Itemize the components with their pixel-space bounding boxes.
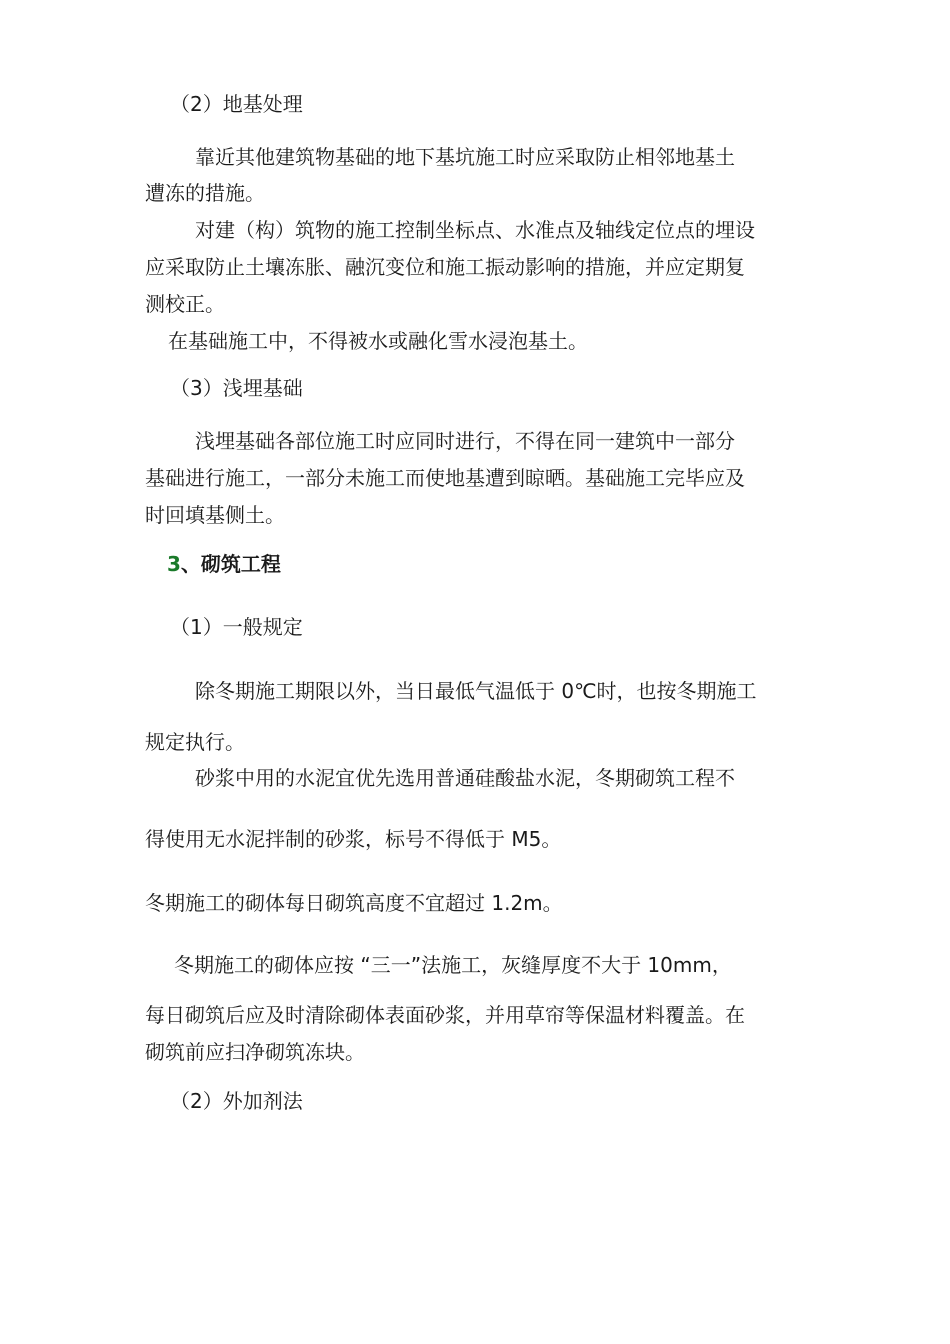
paragraph-line: 遭冻的措施。 [145, 181, 265, 205]
paragraph-line: 在基础施工中，不得被水或融化雪水浸泡基土。 [168, 329, 588, 353]
subsection-title-general: （1）一般规定 [170, 615, 303, 639]
section-heading-masonry [167, 552, 281, 576]
paragraph-line: 冬期施工的砌体应按 “三一”法施工，灰缝厚度不大于 10mm， [174, 953, 732, 977]
paragraph-line: 测校正。 [145, 292, 225, 316]
paragraph-line: 基础进行施工，一部分未施工而使地基遭到晾晒。基础施工完毕应及 [145, 466, 745, 490]
paragraph-line: 冬期施工的砌体每日砌筑高度不宜超过 1.2m。 [145, 891, 563, 915]
paragraph-line: 得使用无水泥拌制的砂浆，标号不得低于 M5。 [145, 827, 562, 851]
paragraph-line: 每日砌筑后应及时清除砌体表面砂浆，并用草帘等保温材料覆盖。在 [145, 1003, 745, 1027]
section-number: 3 [167, 552, 181, 576]
paragraph-line: 对建（构）筑物的施工控制坐标点、水准点及轴线定位点的埋设 [195, 218, 755, 242]
paragraph-line: 靠近其他建筑物基础的地下基坑施工时应采取防止相邻地基土 [195, 145, 735, 169]
paragraph-line: 应采取防止土壤冻胀、融沉变位和施工振动影响的措施，并应定期复 [145, 255, 745, 279]
paragraph-line: 砌筑前应扫净砌筑冻块。 [145, 1040, 365, 1064]
paragraph-line: 砂浆中用的水泥宜优先选用普通硅酸盐水泥，冬期砌筑工程不 [195, 766, 735, 790]
paragraph-line: 规定执行。 [145, 730, 245, 754]
subsection-title-foundation-treatment: （2）地基处理 [170, 92, 303, 116]
paragraph-line: 时回填基侧土。 [145, 503, 285, 527]
paragraph-line: 浅埋基础各部位施工时应同时进行，不得在同一建筑中一部分 [195, 429, 735, 453]
subsection-title-additive: （2）外加剂法 [170, 1089, 303, 1113]
paragraph-line: 除冬期施工期限以外，当日最低气温低于 0℃时，也按冬期施工 [195, 679, 757, 703]
section-title: 、砌筑工程 [180, 552, 281, 576]
subsection-title-shallow-foundation: （3）浅埋基础 [170, 376, 303, 400]
